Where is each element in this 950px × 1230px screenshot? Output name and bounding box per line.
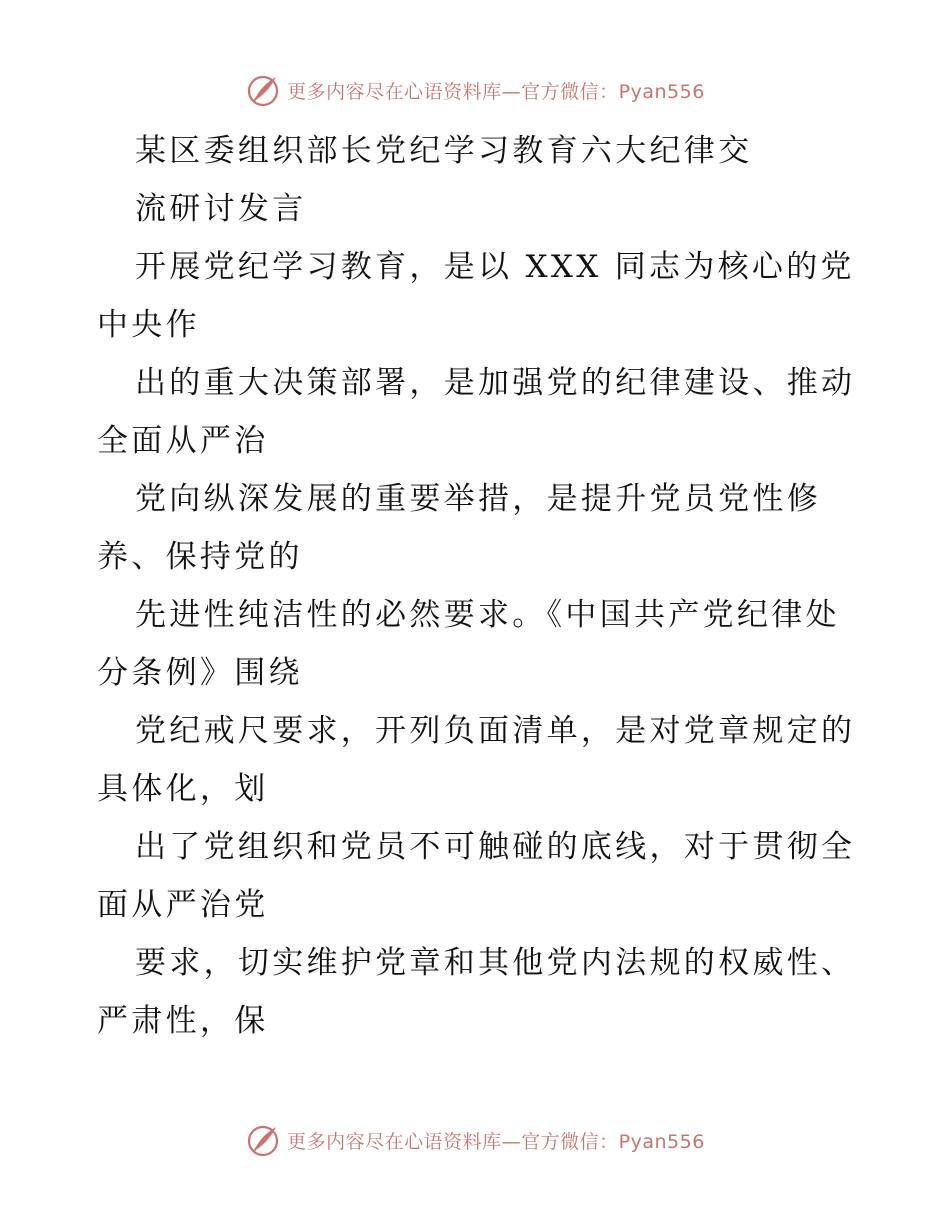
watermark-text: 更多内容尽在心语资料库—官方微信：Pyan556 <box>287 1130 705 1153</box>
document-title-line-1: 某区委组织部长党纪学习教育六大纪律交 <box>135 133 753 169</box>
paragraph-line: 分条例》围绕 <box>97 655 303 691</box>
paragraph-line: 出了党组织和党员不可触碰的底线，对于贯彻全 <box>135 829 856 865</box>
header-watermark <box>0 70 950 110</box>
document-title-line-2: 流研讨发言 <box>135 191 307 227</box>
paragraph-line: 要求，切实维护党章和其他党内法规的权威性、 <box>135 945 856 981</box>
paragraph-line: 具体化，划 <box>97 771 269 807</box>
paragraph-line: 全面从严治 <box>97 423 269 459</box>
watermark-text: 更多内容尽在心语资料库—官方微信：Pyan556 <box>287 80 705 103</box>
paragraph-line: 面从严治党 <box>97 887 269 923</box>
quill-logo-icon <box>245 1122 281 1158</box>
paragraph-line: 党纪戒尺要求，开列负面清单，是对党章规定的 <box>135 713 856 749</box>
paragraph-line: 先进性纯洁性的必然要求。《中国共产党纪律处 <box>135 597 840 633</box>
paragraph-line: 党向纵深发展的重要举措，是提升党员党性修 <box>135 481 821 517</box>
paragraph-line: 中央作 <box>97 307 200 343</box>
paragraph-line: 养、保持党的 <box>97 539 303 575</box>
paragraph-line: 严肃性，保 <box>97 1003 269 1039</box>
footer-watermark <box>0 1120 950 1160</box>
paragraph-line: 出的重大决策部署，是加强党的纪律建设、推动 <box>135 365 856 401</box>
document-body <box>97 122 857 1050</box>
quill-logo-icon <box>245 72 281 108</box>
paragraph-line: 开展党纪学习教育，是以 XXX 同志为核心的党 <box>135 249 855 285</box>
